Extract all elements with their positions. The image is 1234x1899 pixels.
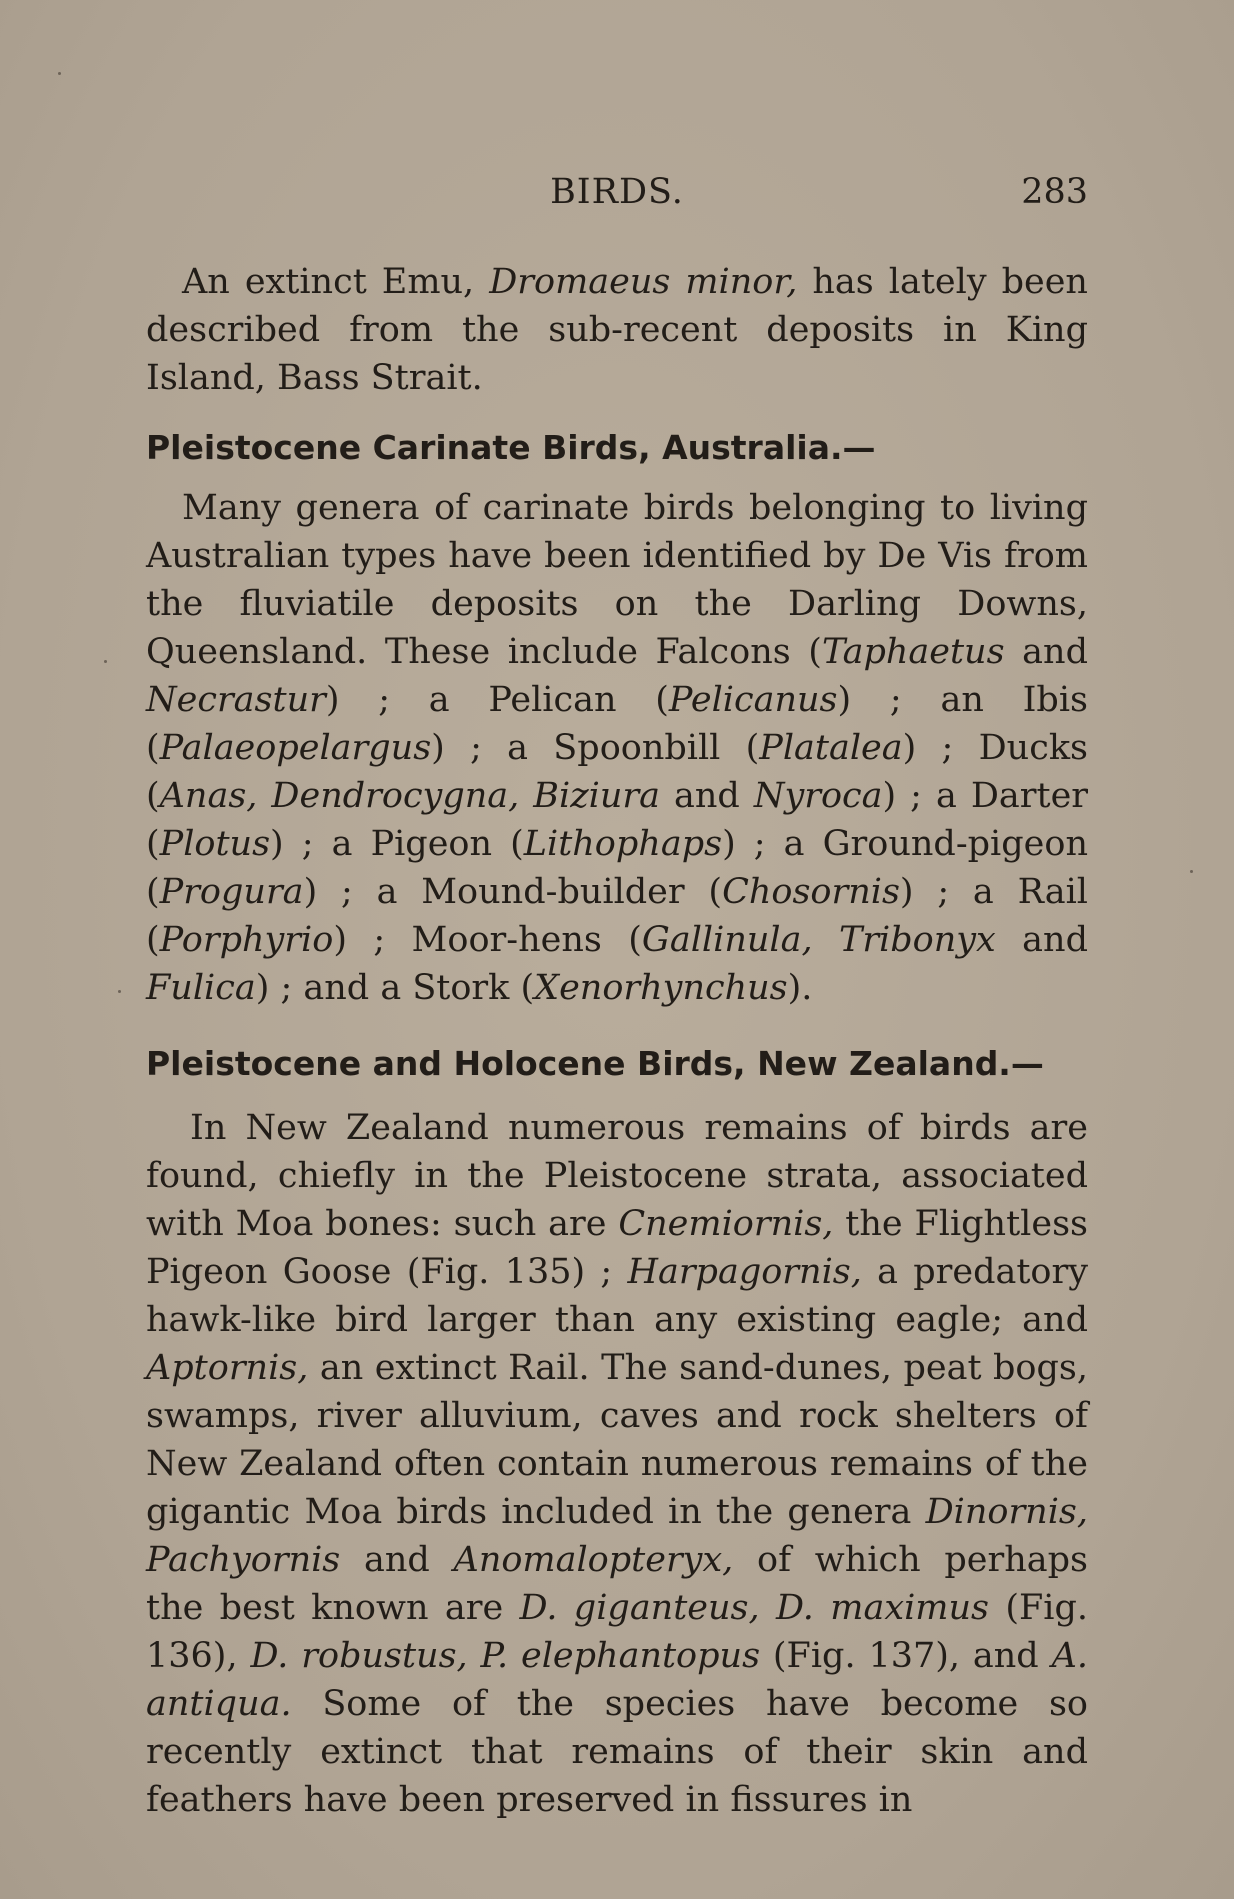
paragraph-text: ) ; Moor-hens ( [333, 920, 642, 960]
running-head: BIRDS. [550, 172, 684, 212]
paper-speck [118, 990, 121, 993]
paragraph-text: ) ; a Mound-builder ( [303, 872, 723, 912]
italic-taxon-text: Anas, Dendrocygna, Biziura [159, 776, 660, 816]
italic-taxon-text: Plotus [159, 824, 271, 864]
paper-speck [58, 72, 61, 75]
page-number: 283 [1021, 172, 1088, 212]
paragraph-text: ) ; an Ibis ( [146, 680, 1088, 768]
italic-taxon-text: Necrastur [146, 680, 326, 720]
paragraph-extinct-emu [146, 258, 1088, 402]
italic-taxon-text: Dinornis, Pachyornis [146, 1492, 1088, 1580]
paragraph-text: and [995, 920, 1088, 960]
italic-taxon-text: Xenorhynchus [534, 968, 788, 1008]
italic-taxon-text: Anomalopteryx, [453, 1540, 734, 1580]
paragraph-text: ). [787, 968, 813, 1008]
italic-taxon-text: D. giganteus, D. maximus [519, 1588, 989, 1628]
paragraph-text: and [1004, 632, 1088, 672]
italic-taxon-text: Harpagornis, [627, 1252, 862, 1292]
paragraph-text: In New Zealand numerous remains of birds are found, chiefly in the Pleistocene strata, associated with Moa bones: such are [146, 1108, 1088, 1244]
paragraph-text: (Fig. 136), [146, 1588, 1088, 1676]
italic-taxon-text: A. antiqua. [146, 1636, 1088, 1724]
italic-taxon-text: Lithophaps [523, 824, 723, 864]
paragraph-text: ) ; a Pelican ( [325, 680, 669, 720]
italic-taxon-text: D. robustus, P. elephantopus [250, 1636, 761, 1676]
paper-speck [104, 660, 107, 663]
italic-taxon-text: Platalea [759, 728, 903, 768]
paragraph-new-zealand-birds [146, 1104, 1088, 1824]
paragraph-text: the Flightless Pigeon Goose (Fig. 135) ; [146, 1204, 1088, 1292]
paragraph-text: Some of the species have become so recently extinct that remains of their skin and feathers have been preserved in fissures in [146, 1684, 1088, 1820]
italic-taxon-text: Fulica [146, 968, 256, 1008]
italic-taxon-text: Aptornis, [146, 1348, 309, 1388]
paragraph-text: ) ; a Pigeon ( [270, 824, 524, 864]
italic-taxon-text: Taphaetus [821, 632, 1005, 672]
italic-taxon-text: Chosornis [722, 872, 900, 912]
paragraph-text: ) ; Ducks ( [146, 728, 1088, 816]
italic-taxon-text: Cnemiornis, [618, 1204, 834, 1244]
italic-taxon-text: Pelicanus [668, 680, 838, 720]
italic-taxon-text: Gallinula, Tribonyx [641, 920, 996, 960]
paragraph-text: An extinct Emu, [182, 262, 490, 302]
paragraph-text: a predatory hawk-like bird larger than any existing eagle; and [146, 1252, 1088, 1340]
section-heading-australia: Pleistocene Carinate Birds, Australia.— [146, 428, 876, 467]
italic-taxon-text: Palaeopelargus [159, 728, 432, 768]
paragraph-text: of which perhaps the best known are [146, 1540, 1088, 1628]
paper-speck [1190, 870, 1193, 873]
paragraph-australian-birds [146, 484, 1088, 1012]
paragraph-text: ) ; and a Stork ( [255, 968, 535, 1008]
paragraph-text: and [659, 776, 754, 816]
paragraph-text: ) ; a Ground-pigeon ( [146, 824, 1088, 912]
paragraph-text: and [340, 1540, 454, 1580]
paragraph-text: Many genera of carinate birds belonging to living Australian types have been identified by De Vis from the fluviatile deposits on the Darling Downs, Queensland. These include Falcons ( [146, 488, 1088, 672]
paragraph-text: (Fig. 137), and [760, 1636, 1052, 1676]
paragraph-text: an extinct Rail. The sand-dunes, peat bogs, swamps, river alluvium, caves and rock shelters of New Zealand often contain numerous remains of the gigantic Moa birds included in the genera [146, 1348, 1088, 1532]
section-heading-new-zealand: Pleistocene and Holocene Birds, New Zealand.— [146, 1044, 1044, 1083]
italic-taxon-text: Progura [159, 872, 304, 912]
page-header [146, 172, 1088, 222]
italic-taxon-text: Porphyrio [159, 920, 334, 960]
paragraph-text: ) ; a Spoonbill ( [431, 728, 760, 768]
paragraph-text: has lately been described from the sub-recent deposits in King Island, Bass Strait. [146, 262, 1088, 398]
paragraph-text: ) ; a Rail ( [146, 872, 1088, 960]
paragraph-text: ) ; a Darter ( [146, 776, 1089, 864]
italic-taxon-text: Nyroca [753, 776, 883, 816]
italic-taxon-text: Dromaeus minor, [489, 262, 798, 302]
